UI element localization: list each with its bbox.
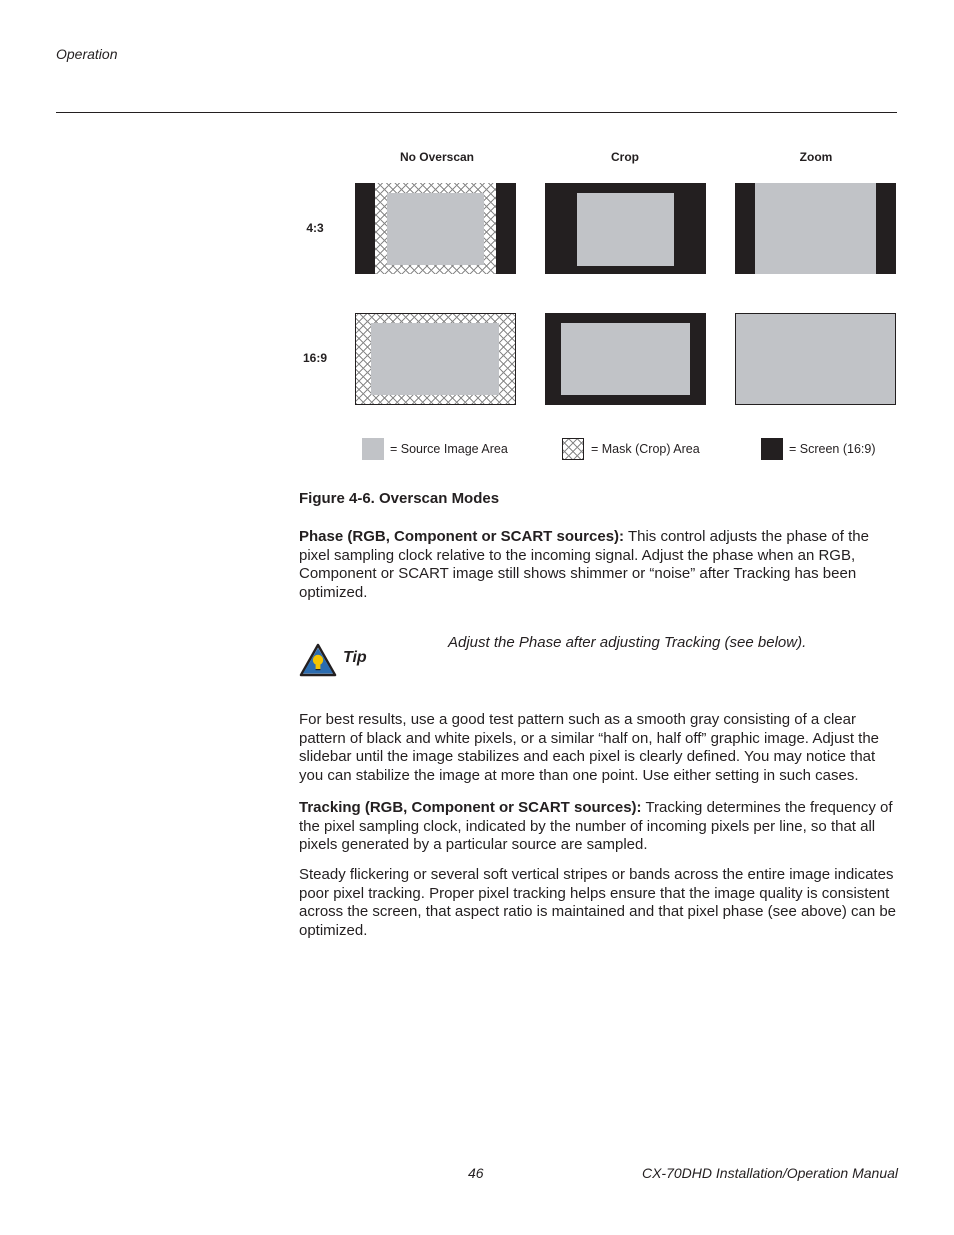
tip-lightbulb-icon xyxy=(299,643,337,677)
column-label-crop: Crop xyxy=(611,150,639,164)
best-results-paragraph: For best results, use a good test pattern such as a smooth gray consisting of a clear pattern of black and white pixels, or a similar “half on, half off” graphic image. Adjust the slidebar until the image stabilizes and each pixel is clearly defined. You may notice that you can stabilize the image at more than one point. Use either setting in such cases. xyxy=(299,711,880,785)
source-image-area xyxy=(371,323,499,395)
column-label-zoom: Zoom xyxy=(799,150,833,164)
phase-heading: Phase (RGB, Component or SCART sources): xyxy=(299,528,625,545)
phase-body: This control adjusts the phase of the pixel sampling clock relative to the incoming signal. Adjust the phase when an RGB, Component or SCART image still shows shimmer or “noise” after Tracking has been optimized. xyxy=(299,528,869,602)
legend-label-screen: = Screen (16:9) xyxy=(789,442,876,456)
source-image-area xyxy=(577,193,674,266)
diagram-4-3-crop xyxy=(545,183,706,274)
page-number: 46 xyxy=(468,1165,484,1181)
source-image-area xyxy=(755,183,876,274)
tip-text: Adjust the Phase after adjusting Tracking (see below). xyxy=(448,634,807,651)
legend-label-mask: = Mask (Crop) Area xyxy=(591,442,700,456)
running-head: Operation xyxy=(56,46,118,62)
footer-manual-title: CX-70DHD Installation/Operation Manual xyxy=(641,1165,898,1181)
source-image-area xyxy=(561,323,690,395)
legend-swatch-source xyxy=(362,438,384,460)
row-label-4-3: 4:3 xyxy=(306,221,324,235)
legend-swatch-screen xyxy=(761,438,783,460)
diagram-16-9-crop xyxy=(545,313,706,405)
row-label-16-9: 16:9 xyxy=(302,351,328,365)
diagram-4-3-no-overscan xyxy=(355,183,516,274)
header-rule xyxy=(56,112,897,113)
phase-paragraph xyxy=(299,528,899,603)
diagram-16-9-no-overscan xyxy=(355,313,516,405)
flicker-paragraph: Steady flickering or several soft vertical stripes or bands across the entire image indicates poor pixel tracking. Proper pixel tracking helps ensure that the image quality is consistent across the screen, that aspect ratio is maintained and that pixel phase (see above) can be optimized. xyxy=(299,866,897,940)
figure-caption: Figure 4-6. Overscan Modes xyxy=(299,490,500,507)
legend-label-source: = Source Image Area xyxy=(390,442,508,456)
source-image-area xyxy=(387,193,484,265)
column-label-no-overscan: No Overscan xyxy=(399,150,475,164)
tip-label: Tip xyxy=(343,649,367,666)
tracking-paragraph xyxy=(299,799,899,855)
tracking-heading: Tracking (RGB, Component or SCART sources): xyxy=(299,799,642,816)
tracking-body: Tracking determines the frequency of the pixel sampling clock, indicated by the number of incoming pixels per line, so that all pixels generated by a particular source are sampled. xyxy=(299,799,893,854)
legend-swatch-mask xyxy=(562,438,584,460)
diagram-4-3-zoom xyxy=(735,183,896,274)
diagram-16-9-zoom xyxy=(735,313,896,405)
